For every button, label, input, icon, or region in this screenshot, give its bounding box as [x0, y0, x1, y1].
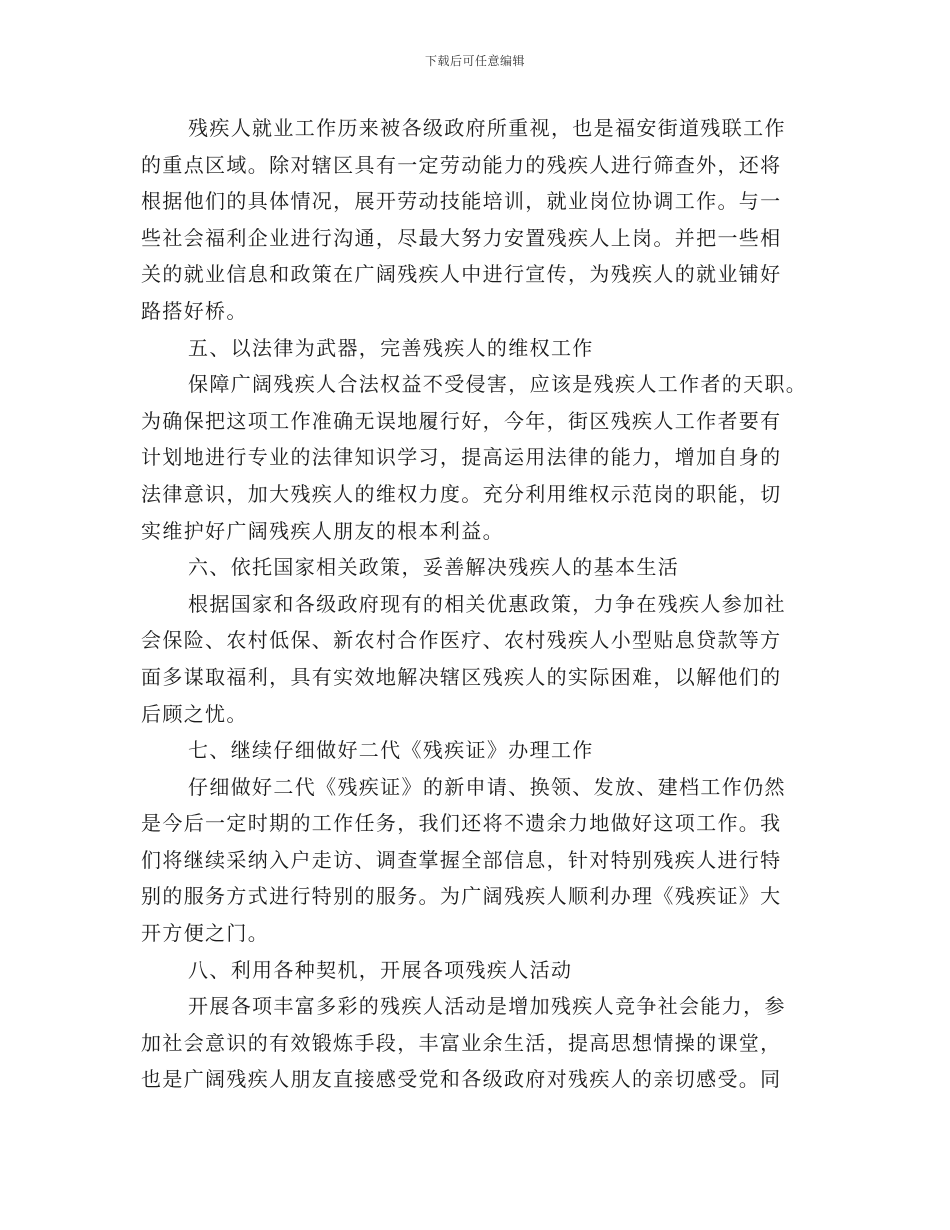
text-line: 仔细做好二代《残疾证》的新申请、换领、发放、建档工作仍然	[188, 774, 786, 799]
text-line: 六、依托国家相关政策，妥善解决残疾人的基本生活	[188, 555, 680, 580]
text-line: 关的就业信息和政策在广阔残疾人中进行宣传，为残疾人的就业铺好	[141, 262, 782, 287]
text-line: 会保险、农村低保、新农村合作医疗、农村残疾人小型贴息贷款等方	[141, 628, 782, 653]
text-line: 保障广阔残疾人合法权益不受侵害，应该是残疾人工作者的天职。	[188, 372, 808, 397]
text-line: 是今后一定时期的工作任务，我们还将不遗余力地做好这项工作。我	[141, 811, 782, 836]
text-line: 开方便之门。	[141, 921, 270, 946]
text-line: 为确保把这项工作准确无误地履行好，今年，街区残疾人工作者要有	[141, 408, 782, 433]
text-line: 根据国家和各级政府现有的相关优惠政策，力争在残疾人参加社	[188, 591, 786, 616]
text-line: 计划地进行专业的法律知识学习，提高运用法律的能力，增加自身的	[141, 445, 782, 470]
text-line: 法律意识，加大残疾人的维权力度。充分利用维权示范岗的职能，切	[141, 481, 782, 506]
text-line: 加社会意识的有效锻炼手段，丰富业余生活，提高思想情操的课堂，	[141, 1030, 782, 1055]
text-line: 路搭好桥。	[141, 298, 248, 323]
document-body	[141, 110, 809, 1098]
text-line: 残疾人就业工作历来被各级政府所重视，也是福安街道残联工作	[188, 116, 786, 140]
text-line: 五、以法律为武器，完善残疾人的维权工作	[188, 335, 594, 360]
text-line: 也是广阔残疾人朋友直接感受党和各级政府对残疾人的亲切感受。同	[141, 1067, 782, 1092]
text-line: 们将继续采纳入户走访、调查掌握全部信息，针对特别残疾人进行特	[141, 847, 782, 872]
text-line: 根据他们的具体情况，展开劳动技能培训，就业岗位协调工作。与一	[141, 189, 782, 214]
text-line: 实维护好广阔残疾人朋友的根本利益。	[141, 518, 504, 543]
text-line: 面多谋取福利，具有实效地解决辖区残疾人的实际困难，以解他们的	[141, 664, 782, 689]
text-line: 后顾之忧。	[141, 701, 248, 726]
text-line: 八、利用各种契机，开展各项残疾人活动	[188, 957, 573, 982]
text-line: 开展各项丰富多彩的残疾人活动是增加残疾人竞争社会能力，参	[188, 994, 786, 1019]
text-line: 些社会福利企业进行沟通，尽最大努力安置残疾人上岗。并把一些相	[141, 225, 782, 250]
page-header: 下载后可任意编辑	[424, 54, 525, 68]
text-line: 的重点区域。除对辖区具有一定劳动能力的残疾人进行筛查外，还将	[141, 152, 782, 177]
text-line: 别的服务方式进行特别的服务。为广阔残疾人顺利办理《残疾证》大	[141, 884, 782, 909]
text-line: 七、继续仔细做好二代《残疾证》办理工作	[188, 738, 594, 763]
